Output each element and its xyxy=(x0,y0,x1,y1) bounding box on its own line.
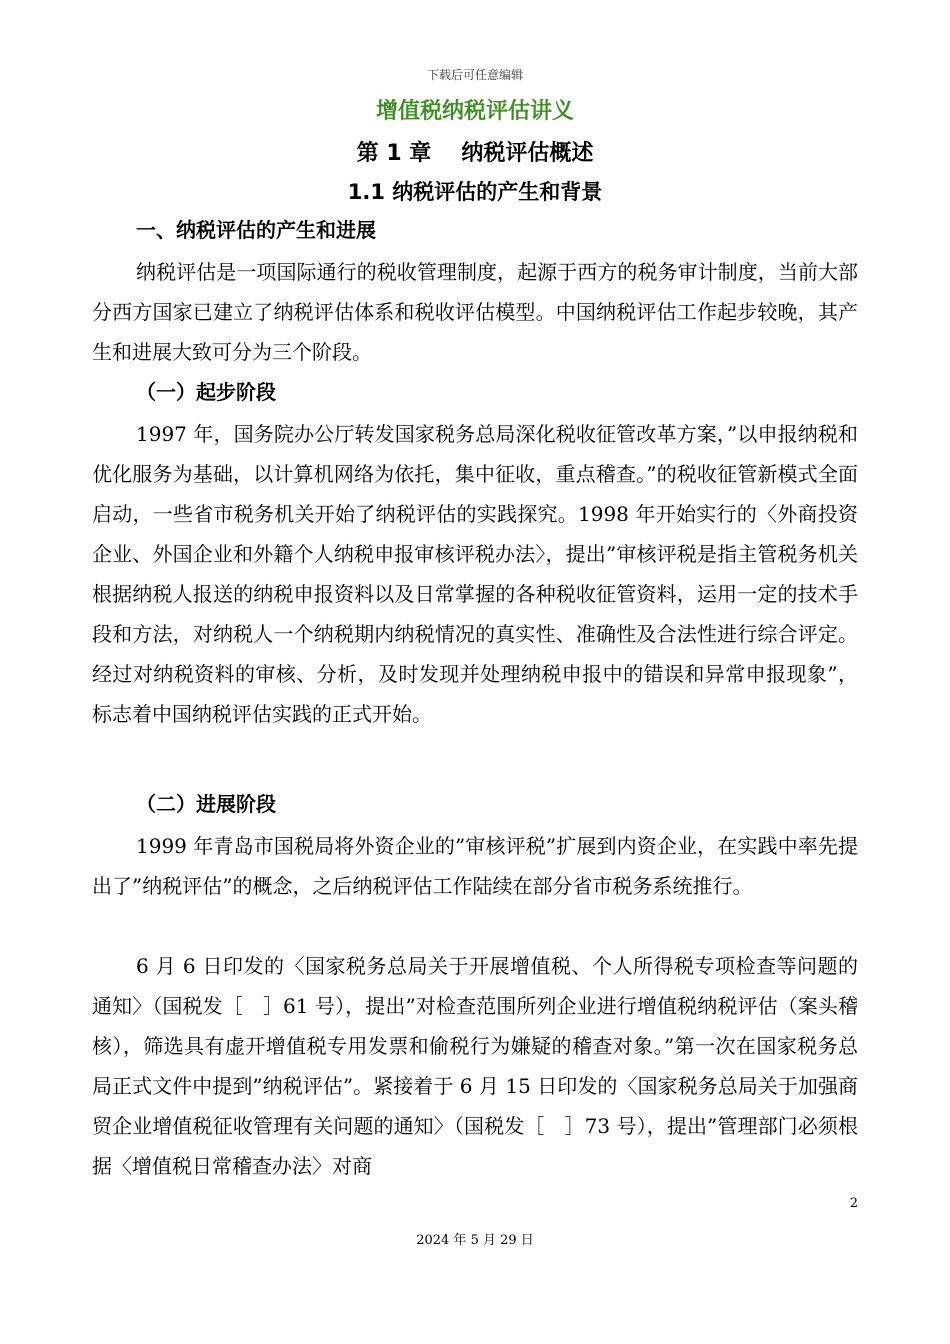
paragraph-text: 6 月 6 日印发的〈国家税务总局关于开展增值税、个人所得税专项检查等问题的通知〉（国税发［ ］61 号），提出”对检查范围所列企业进行增值税纳税评估（案头稽核），筛选具有虚开增值税专用发票和偷税行为嫌疑的稽查对象。”第一次在国家税务总局正式文件中提到”纳税评估”。紧接着于 6 月 15 日印发的〈国家税务总局关于加强商贸企业增值税征收管理有关问题的通知〉（国税发［ ］73 号），提出”管理部门必须根据〈增值税日常稽查办法〉对商 xyxy=(92,954,858,1178)
document-title: 增值税纳税评估讲义 xyxy=(375,99,574,124)
paragraph-notice xyxy=(92,946,858,1186)
paragraph-intro xyxy=(92,252,858,372)
heading-stage-one: （一）起步阶段 xyxy=(136,380,276,404)
paragraph-text: 纳税评估是一项国际通行的税收管理制度，起源于西方的税务审计制度，当前大部分西方国家已建立了纳税评估体系和税收评估模型。中国纳税评估工作起步较晚，其产生和进展大致可分为三个阶段。 xyxy=(92,260,858,364)
page-number: 2 xyxy=(849,1196,858,1211)
heading-level1: 一、纳税评估的产生和进展 xyxy=(136,218,376,242)
chapter-number: 第 1 章 xyxy=(356,141,432,166)
paragraph-stage-two xyxy=(92,826,858,906)
paragraph-text: 1997 年，国务院办公厅转发国家税务总局深化税收征管改革方案，”以申报纳税和优化服务为基础，以计算机网络为依托，集中征收，重点稽查。”的税收征管新模式全面启动，一些省市税务机关开始了纳税评估的实践探究。1998 年开始实行的〈外商投资企业、外国企业和外籍个人纳税申报审核评税办法〉，提出”审核评税是指主管税务机关根据纳税人报送的纳税申报资料以及日常掌握的各种税收征管资料，运用一定的技术手段和方法，对纳税人一个纳税期内纳税情况的真实性、准确性及合法性进行综合评定。经过对纳税资料的审核、分析，及时发现并处理纳税申报中的错误和异常申报现象”，标志着中国纳税评估实践的正式开始。 xyxy=(92,422,858,726)
footer-date: 2024 年 5 月 29 日 xyxy=(416,1233,534,1248)
paragraph-stage-one xyxy=(92,414,858,734)
heading-stage-two: （二）进展阶段 xyxy=(136,792,276,816)
paragraph-text: 1999 年青岛市国税局将外资企业的”审核评税”扩展到内资企业，在实践中率先提出了”纳税评估”的概念，之后纳税评估工作陆续在部分省市税务系统推行。 xyxy=(92,834,858,898)
section-heading: 1.1 纳税评估的产生和背景 xyxy=(347,180,603,204)
chapter-heading xyxy=(0,136,950,167)
header-note: 下载后可任意编辑 xyxy=(426,68,523,82)
chapter-name: 纳税评估概述 xyxy=(461,141,594,166)
